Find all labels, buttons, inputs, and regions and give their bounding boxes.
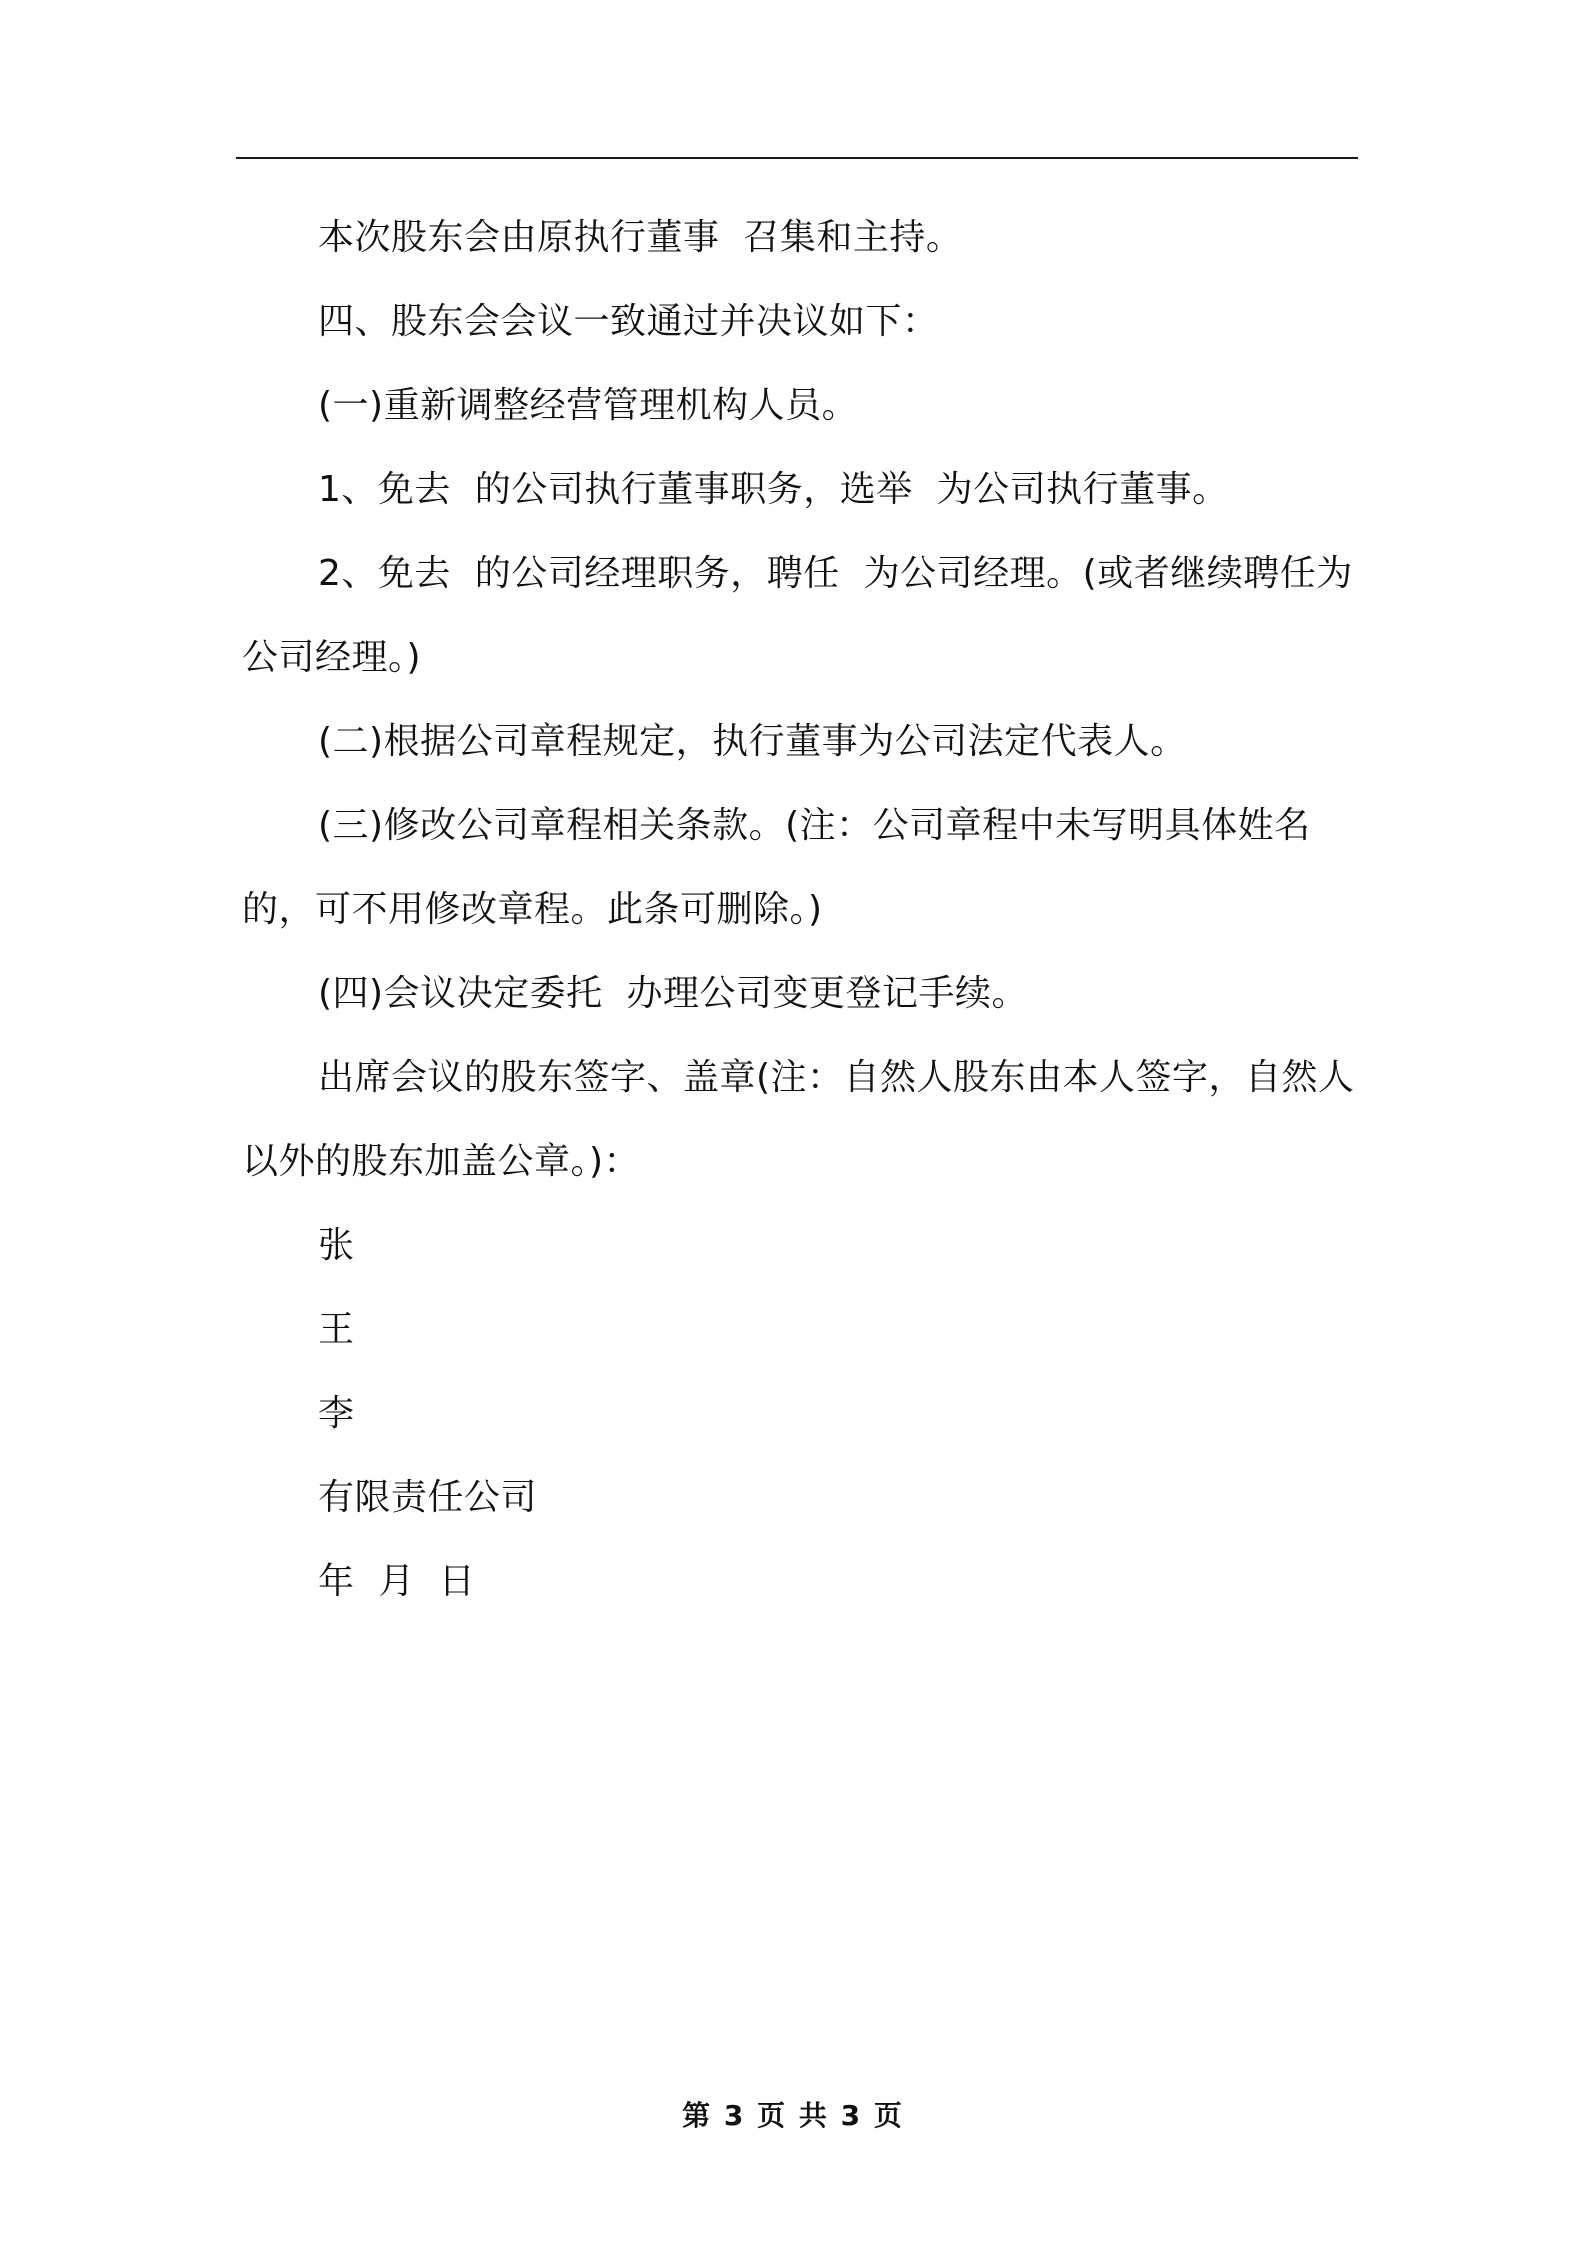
page-number-footer: 第 3 页 共 3 页 bbox=[682, 2099, 904, 2132]
signatory-li: 李 bbox=[318, 1393, 355, 1434]
paragraph-resolution-heading: 四、股东会会议一致通过并决议如下： bbox=[318, 301, 939, 342]
signatory-zhang: 张 bbox=[318, 1225, 355, 1266]
paragraph-item-3: (三)修改公司章程相关条款。(注：公司章程中未写明具体姓名的，可不用修改章程。此条可删除。) bbox=[242, 805, 1311, 930]
paragraph-item-2: (二)根据公司章程规定，执行董事为公司法定代表人。 bbox=[318, 721, 1187, 762]
paragraph-item-4: (四)会议决定委托 办理公司变更登记手续。 bbox=[318, 973, 1028, 1014]
company-name: 有限责任公司 bbox=[318, 1477, 538, 1518]
paragraph-item-1: (一)重新调整经营管理机构人员。 bbox=[318, 385, 859, 426]
paragraph-item-1-2: 2、免去 的公司经理职务，聘任 为公司经理。(或者继续聘任为公司经理。) bbox=[242, 553, 1353, 678]
document-body bbox=[242, 196, 1358, 1624]
paragraph-meeting-host: 本次股东会由原执行董事 召集和主持。 bbox=[318, 217, 963, 258]
paragraph-item-1-1: 1、免去 的公司执行董事职务，选举 为公司执行董事。 bbox=[318, 469, 1229, 510]
date-line: 年 月 日 bbox=[318, 1561, 476, 1602]
header-divider bbox=[236, 157, 1358, 159]
paragraph-signature-note: 出席会议的股东签字、盖章(注：自然人股东由本人签字，自然人以外的股东加盖公章。)： bbox=[242, 1057, 1355, 1182]
signatory-wang: 王 bbox=[318, 1309, 355, 1350]
